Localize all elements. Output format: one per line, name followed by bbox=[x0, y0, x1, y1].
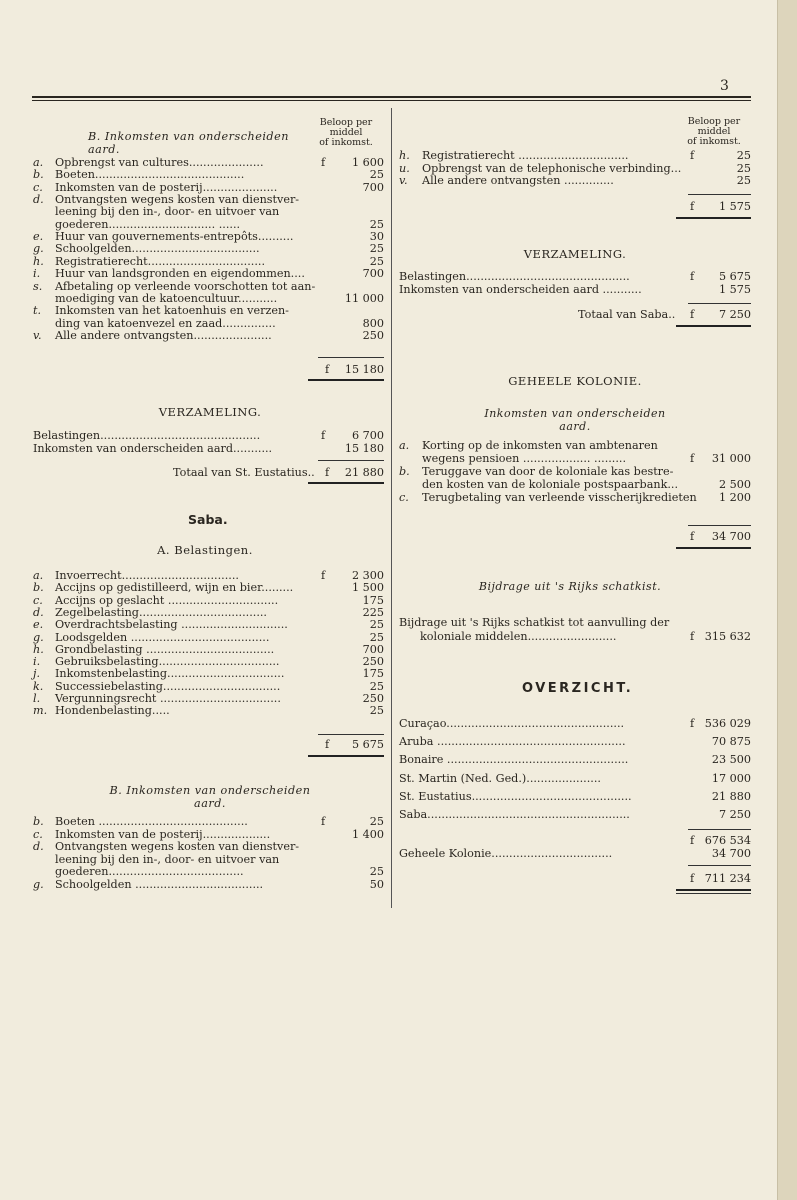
total-amount: 15 180 bbox=[344, 363, 384, 376]
item-text: Overdrachtsbelasting .............................. bbox=[55, 618, 288, 632]
total-rule bbox=[676, 217, 751, 219]
item-text: Inkomsten van de posterij..................... bbox=[55, 180, 278, 194]
item-amount: 25 bbox=[736, 149, 751, 162]
item-letter: e. bbox=[33, 230, 44, 244]
item-text: Opbrengst van de telephonische verbinding... bbox=[422, 161, 682, 175]
item-text: Inkomsten van de posterij................... bbox=[55, 827, 271, 841]
florin-sign: f bbox=[321, 429, 326, 442]
item-amount: 250 bbox=[362, 328, 384, 342]
item-letter: h. bbox=[399, 149, 410, 162]
verzameling-title-left: VERZAMELING. bbox=[158, 405, 262, 419]
item-amount: 25 bbox=[369, 679, 384, 693]
beloop-line: of inkomst. bbox=[687, 136, 741, 147]
item-amount: 17 000 bbox=[711, 771, 751, 785]
item-text: leening bij den in-, door- en uitvoer van bbox=[55, 852, 280, 866]
florin-sign: f bbox=[325, 466, 330, 479]
item-letter: h. bbox=[33, 642, 44, 656]
florin-sign: f bbox=[321, 569, 326, 582]
item-amount: 25 bbox=[369, 865, 384, 878]
subtotal-rule bbox=[318, 460, 384, 461]
item-letter: m. bbox=[33, 704, 48, 718]
item-letter: u. bbox=[399, 161, 410, 175]
item-text: goederen...................................... bbox=[55, 865, 244, 878]
item-amount: 700 bbox=[362, 267, 384, 281]
totaal-value: 21 880 bbox=[344, 466, 384, 479]
florin-sign: f bbox=[325, 738, 330, 751]
item-letter: a. bbox=[399, 439, 410, 452]
item-text: Gebruiksbelasting.................................. bbox=[55, 655, 280, 669]
item-amount: 175 bbox=[362, 593, 384, 607]
item-letter: s. bbox=[33, 279, 43, 293]
item-amount: 25 bbox=[369, 242, 384, 256]
item-text: Ontvangsten wegens kosten van dienstver- bbox=[55, 193, 300, 207]
item-text: wegens pensioen ................... ......... bbox=[422, 452, 627, 465]
florin-sign: f bbox=[321, 156, 326, 169]
item-text: Curaçao.................................................. bbox=[399, 717, 625, 730]
column-divider bbox=[391, 108, 392, 908]
item-letter: g. bbox=[33, 877, 44, 891]
item-text: Schoolgelden.................................... bbox=[55, 242, 260, 256]
item-amount: 15 180 bbox=[344, 441, 384, 455]
item-letter: h. bbox=[33, 254, 44, 268]
item-text: Invoerrecht................................. bbox=[55, 569, 239, 582]
totaal-value: 7 250 bbox=[718, 308, 751, 321]
subtotal-rule bbox=[688, 829, 751, 830]
item-text: Terugbetaling van verleende visscherijkredieten bbox=[422, 491, 697, 504]
item-amount: 25 bbox=[369, 254, 384, 268]
item-amount: 1 400 bbox=[351, 827, 384, 841]
item-amount: 25 bbox=[369, 815, 384, 828]
item-text: Inkomstenbelasting................................. bbox=[55, 667, 285, 681]
item-amount: 21 880 bbox=[711, 789, 751, 803]
item-amount: 1 200 bbox=[718, 491, 751, 504]
florin-sign: f bbox=[325, 363, 330, 376]
item-letter: c. bbox=[33, 180, 43, 194]
florin-sign: f bbox=[690, 872, 695, 885]
florin-sign: f bbox=[690, 149, 695, 162]
total-rule bbox=[676, 325, 751, 327]
item-amount: 25 bbox=[369, 618, 384, 632]
beloop-line: middel bbox=[329, 127, 363, 138]
item-amount: 5 675 bbox=[718, 270, 751, 283]
beloop-line: middel bbox=[697, 126, 731, 137]
item-text: leening bij den in-, door- en uitvoer van bbox=[55, 205, 280, 219]
geheele-kolonie-subtitle: Inkomsten van onderscheiden aard. bbox=[484, 407, 666, 433]
florin-sign: f bbox=[690, 308, 695, 321]
bijdrage-text: Bijdrage uit 's Rijks schatkist tot aanvulling der bbox=[399, 616, 670, 629]
item-letter: j. bbox=[33, 667, 41, 681]
item-amount: 536 029 bbox=[704, 717, 751, 730]
item-text: Belastingen............................................. bbox=[33, 429, 261, 442]
item-amount: 25 bbox=[736, 161, 751, 175]
item-text: Korting op de inkomsten van ambtenaren bbox=[422, 439, 658, 452]
florin-sign: f bbox=[690, 200, 695, 213]
beloop-header-left bbox=[306, 118, 386, 148]
item-text: Zegelbelasting.................................... bbox=[55, 605, 267, 619]
beloop-line: Beloop per bbox=[687, 116, 741, 127]
item-text: Ontvangsten wegens kosten van dienstver- bbox=[55, 840, 300, 853]
total-rule bbox=[676, 893, 751, 894]
total-amount: 1 575 bbox=[718, 200, 751, 213]
total-rule bbox=[308, 755, 384, 757]
item-text: Inkomsten van onderscheiden aard ........... bbox=[399, 282, 642, 296]
overzicht-title: OVERZICHT. bbox=[522, 681, 634, 696]
item-text: Alle andere ontvangsten...................... bbox=[55, 328, 272, 342]
florin-sign: f bbox=[690, 717, 695, 730]
item-letter: v. bbox=[33, 328, 42, 342]
item-text: Bonaire ................................................... bbox=[399, 753, 629, 767]
item-letter: b. bbox=[33, 581, 44, 595]
item-text: Aruba ..................................................... bbox=[399, 735, 626, 749]
item-letter: e. bbox=[33, 618, 44, 632]
total-amount: 5 675 bbox=[351, 738, 384, 751]
item-text: Boeten .......................................... bbox=[55, 815, 248, 828]
item-amount: 23 500 bbox=[711, 753, 751, 767]
subtotal-rule bbox=[688, 194, 751, 195]
item-text: Saba......................................................... bbox=[399, 808, 630, 821]
bijdrage-value: 315 632 bbox=[704, 630, 751, 643]
item-amount: 1 500 bbox=[351, 581, 384, 595]
item-amount: 2 500 bbox=[718, 478, 751, 491]
total-rule bbox=[676, 547, 751, 549]
item-text: Teruggave van door de koloniale kas bestre- bbox=[422, 465, 674, 478]
item-text: den kosten van de koloniale postspaarbank... bbox=[422, 478, 679, 491]
item-text: Huur van landsgronden en eigendommen.... bbox=[55, 267, 305, 281]
subtotal-rule bbox=[318, 734, 384, 735]
item-letter: i. bbox=[33, 267, 41, 281]
item-text: moediging van de katoencultuur........... bbox=[55, 291, 278, 305]
florin-sign: f bbox=[321, 815, 326, 828]
item-amount: 1 600 bbox=[351, 156, 384, 169]
item-text: ding van katoenvezel en zaad............... bbox=[55, 316, 276, 330]
page-edge bbox=[777, 0, 797, 1200]
grand-total-amount: 711 234 bbox=[704, 872, 751, 885]
saba-title: Saba. bbox=[188, 512, 228, 527]
subtotal-rule bbox=[688, 525, 751, 526]
item-letter: b. bbox=[399, 465, 410, 478]
item-text: Grondbelasting .................................... bbox=[55, 642, 275, 656]
bijdrage-title: Bijdrage uit 's Rijks schatkist. bbox=[478, 580, 662, 593]
item-text: Alle andere ontvangsten .............. bbox=[422, 174, 614, 187]
item-amount: 700 bbox=[362, 180, 384, 194]
item-amount: 25 bbox=[369, 217, 384, 231]
total-rule bbox=[308, 379, 384, 381]
item-letter: g. bbox=[33, 242, 44, 256]
item-text: Vergunningsrecht .................................. bbox=[55, 692, 281, 705]
florin-sign: f bbox=[690, 270, 695, 283]
item-letter: a. bbox=[33, 156, 44, 169]
item-text: Loodsgelden ....................................... bbox=[55, 630, 270, 644]
total-rule bbox=[308, 482, 384, 484]
florin-sign: f bbox=[690, 834, 695, 847]
item-letter: t. bbox=[33, 304, 42, 318]
item-letter: d. bbox=[33, 840, 44, 853]
subtotal-rule bbox=[688, 303, 751, 304]
item-amount: 225 bbox=[362, 605, 384, 619]
geheele-kolonie-title: GEHEELE KOLONIE. bbox=[508, 374, 642, 388]
item-amount: 175 bbox=[362, 667, 384, 681]
total-rule bbox=[676, 889, 751, 891]
item-text: Boeten.......................................... bbox=[55, 168, 245, 182]
item-text: Schoolgelden .................................... bbox=[55, 877, 264, 891]
page-number: 3 bbox=[720, 78, 729, 94]
item-amount: 11 000 bbox=[344, 291, 384, 305]
beloop-header-right bbox=[674, 117, 754, 147]
item-text: Successiebelasting................................. bbox=[55, 679, 281, 693]
item-text: Opbrengst van cultures..................... bbox=[55, 156, 264, 169]
item-text: Inkomsten van onderscheiden aard........... bbox=[33, 441, 273, 455]
item-amount: 25 bbox=[369, 630, 384, 644]
geheele-kolonie-value: 34 700 bbox=[711, 847, 751, 860]
beloop-line: of inkomst. bbox=[319, 137, 373, 148]
total-amount: 34 700 bbox=[711, 530, 751, 543]
bijdrage-text: koloniale middelen......................... bbox=[420, 630, 617, 643]
verzameling-title-right: VERZAMELING. bbox=[523, 247, 627, 261]
item-amount: 25 bbox=[369, 704, 384, 718]
item-text: Registratierecht ............................... bbox=[422, 149, 629, 162]
item-text: Registratierecht................................. bbox=[55, 254, 266, 268]
section-b-title: B. Inkomsten van onderscheiden aard. bbox=[88, 130, 289, 156]
item-amount: 70 875 bbox=[711, 735, 751, 749]
item-text: Afbetaling op verleende voorschotten tot aan- bbox=[55, 279, 316, 293]
item-text: goederen.............................. ...... bbox=[55, 217, 241, 231]
item-amount: 800 bbox=[362, 316, 384, 330]
header-rule bbox=[32, 96, 751, 101]
item-letter: k. bbox=[33, 679, 44, 693]
item-letter: i. bbox=[33, 655, 41, 669]
item-amount: 25 bbox=[736, 174, 751, 187]
item-letter: d. bbox=[33, 605, 44, 619]
item-amount: 250 bbox=[362, 655, 384, 669]
totaal-label: Totaal van St. Eustatius.. bbox=[173, 466, 315, 479]
subtotal-rule bbox=[688, 865, 751, 866]
florin-sign: f bbox=[690, 530, 695, 543]
saba-a-text: A. Belastingen. bbox=[157, 543, 253, 557]
florin-sign: f bbox=[690, 452, 695, 465]
item-letter: g. bbox=[33, 630, 44, 644]
item-text: St. Eustatius............................................. bbox=[399, 789, 632, 803]
item-letter: c. bbox=[399, 491, 409, 504]
item-text: Inkomsten van het katoenhuis en verzen- bbox=[55, 304, 289, 318]
totaal-label: Totaal van Saba.. bbox=[578, 308, 676, 321]
item-amount: 25 bbox=[369, 168, 384, 182]
item-letter: d. bbox=[33, 193, 44, 207]
item-letter: v. bbox=[399, 174, 408, 187]
item-amount: 30 bbox=[369, 230, 384, 244]
item-letter: l. bbox=[33, 692, 41, 705]
item-amount: 6 700 bbox=[351, 429, 384, 442]
item-letter: c. bbox=[33, 827, 43, 841]
item-amount: 250 bbox=[362, 692, 384, 705]
item-amount: 50 bbox=[369, 877, 384, 891]
item-letter: b. bbox=[33, 815, 44, 828]
geheele-kolonie-label: Geheele Kolonie.................................. bbox=[399, 847, 613, 860]
item-amount: 31 000 bbox=[711, 452, 751, 465]
item-amount: 700 bbox=[362, 642, 384, 656]
florin-sign: f bbox=[690, 630, 695, 643]
beloop-line: Beloop per bbox=[319, 117, 373, 128]
item-letter: b. bbox=[33, 168, 44, 182]
item-amount: 2 300 bbox=[351, 569, 384, 582]
item-text: Belastingen.............................................. bbox=[399, 270, 630, 283]
item-letter: a. bbox=[33, 569, 44, 582]
item-letter: c. bbox=[33, 593, 43, 607]
item-text: Accijns op gedistilleerd, wijn en bier......... bbox=[55, 581, 294, 595]
item-text: Accijns op geslacht ............................... bbox=[55, 593, 279, 607]
item-text: St. Martin (Ned. Ged.)..................... bbox=[399, 771, 601, 785]
saba-a-title bbox=[130, 543, 280, 557]
subtotal-amount: 676 534 bbox=[704, 834, 751, 847]
item-amount: 7 250 bbox=[718, 808, 751, 821]
item-text: Huur van gouvernements-entrepôts.......... bbox=[55, 230, 294, 244]
saba-b-title: B. Inkomsten van onderscheiden aard. bbox=[109, 784, 311, 810]
subtotal-rule bbox=[318, 357, 384, 358]
item-text: Hondenbelasting..... bbox=[55, 704, 170, 718]
item-amount: 1 575 bbox=[718, 282, 751, 296]
